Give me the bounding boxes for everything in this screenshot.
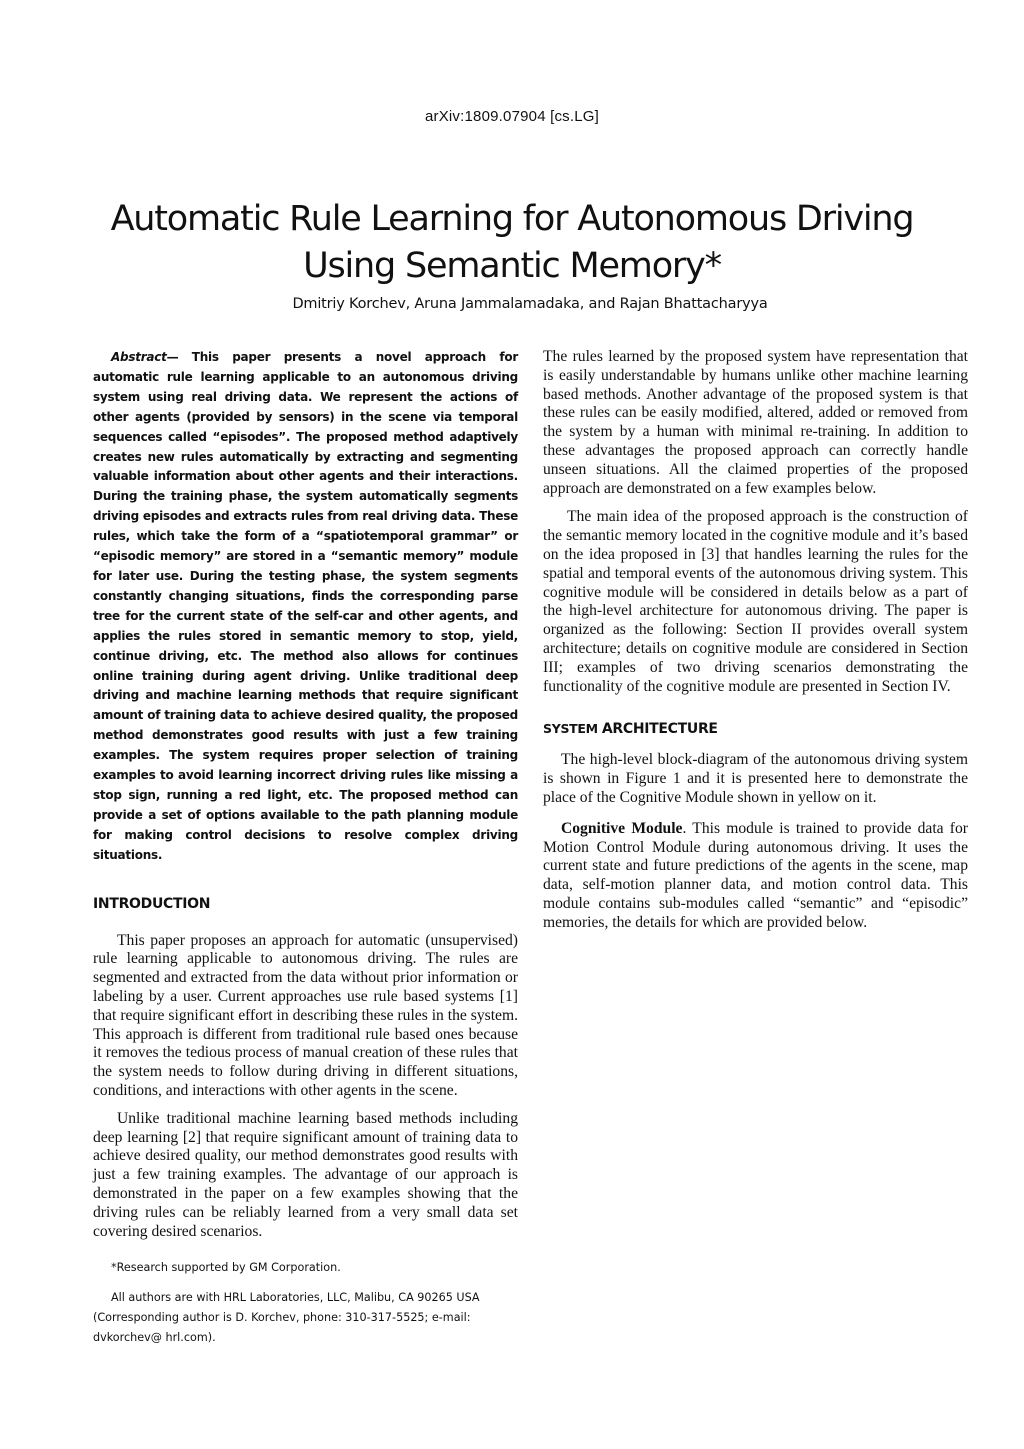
- arxiv-identifier: arXiv:1809.07904 [cs.LG]: [424, 108, 600, 125]
- left-column: [93, 348, 518, 1241]
- cognitive-module-term: Cognitive Module: [561, 819, 683, 837]
- paper-title: Automatic Rule Learning for Autonomous Driving Using Semantic Memory*: [110, 199, 914, 286]
- abstract-label: Abstract: [111, 350, 167, 364]
- right-paragraph-4: [543, 820, 968, 933]
- right-paragraph-2: The main idea of the proposed approach is the construction of the semantic memory located in the cognitive module and it’s based on the idea proposed in [3] that handles learning the rules for the spatial and temporal events of the autonomous driving system. This cognitive module will be considered in details below as a part of the high-level architecture for autonomous driving. The paper is organized as the following: Section II provides overall system architecture; details on cognitive module are considered in Section III; examples of two driving scenarios demonstrating the functionality of the cognitive module are presented in Section IV.: [543, 508, 968, 695]
- section-heading-introduction: INTRODUCTION: [93, 895, 211, 912]
- right-column: [543, 348, 968, 933]
- cognitive-module-text: . This module is trained to provide data for Motion Control Module during autonomous driving. It uses the current state and future predictions of the agents in the scene, map data, self-motion planner data, and motion control data. This module contains sub-modules called “semantic” and “episodic” memories, the details for which are provided below.: [543, 819, 968, 931]
- abstract-dash: —: [166, 350, 192, 364]
- heading-part-system: SYSTEM: [543, 721, 602, 737]
- footnotes: [93, 1258, 533, 1348]
- intro-paragraph-1: This paper proposes an approach for automatic (unsupervised) rule learning applicable to autonomous driving. The rules are segmented and extracted from the data without prior information or labeling by a user. Current approaches use rule based systems [1] that require significant effort in describing these rules in the system. This approach is different from traditional rule based ones because it removes the tedious process of manual creation of these rules that the system needs to follow during driving in different situations, conditions, and interactions with other agents in the scene.: [93, 931, 518, 1099]
- heading-part-architecture: ARCHITECTURE: [601, 721, 718, 738]
- abstract: [93, 348, 518, 866]
- right-paragraph-3: The high-level block-diagram of the autonomous driving system is shown in Figure 1 and it is presented here to demonstrate the place of the Cognitive Module shown in yellow on it.: [543, 751, 968, 806]
- footnote-affiliation: All authors are with HRL Laboratories, LLC, Malibu, CA 90265 USA (Corresponding author is D. Korchev, phone: 310-317-5525; e-mail: dvkorchev@ hrl.com).: [93, 1291, 480, 1344]
- right-paragraph-1: The rules learned by the proposed system have representation that is easily understandable by humans unlike other machine learning based methods. Another advantage of the proposed system is that these rules can be easily modified, altered, added or removed from the system by a human with minimal re-training. In addition to these advantages the proposed approach can correctly handle unseen situations. All the claimed properties of the proposed approach are demonstrated on a few examples below.: [543, 348, 968, 497]
- author-list: Dmitriy Korchev, Aruna Jammalamadaka, and Rajan Bhattacharyya: [292, 296, 768, 312]
- section-heading-system-architecture: [543, 721, 968, 737]
- abstract-text: This paper presents a novel approach for automatic rule learning applicable to an autonomous driving system using real driving data. We represent the actions of other agents (provided by sensors) in the scene via temporal sequences called “episodes”. The proposed method adaptively creates new rules automatically by extracting and segmenting valuable information about other agents and their interactions. During the training phase, the system automatically segments driving episodes and extracts rules from real driving data. These rules, which take the form of a “spatiotemporal grammar” or “episodic memory” are stored in a “semantic memory” module for later use. During the testing phase, the system segments constantly changing situations, finds the corresponding parse tree for the current state of the self-car and other agents, and applies the rules stored in semantic memory to stop, yield, continue driving, etc. The method also allows for continues online training during agent driving. Unlike traditional deep driving and machine learning methods that require significant amount of training data to achieve desired quality, the proposed method demonstrates good results with just a few training examples. The system requires proper selection of training examples to avoid learning incorrect driving rules like missing a stop sign, running a red light, etc. The proposed method can provide a set of options available to the path planning module for making control decisions to resolve complex driving situations.: [93, 350, 518, 862]
- intro-paragraph-2: Unlike traditional machine learning based methods including deep learning [2] that require significant amount of training data to achieve desired quality, our method demonstrates good results with just a few training examples. The advantage of our approach is demonstrated in the paper on a few examples showing that the driving rules can be reliably learned from a very small data set covering desired scenarios.: [93, 1109, 518, 1240]
- footnote-funding: *Research supported by GM Corporation.: [111, 1261, 341, 1274]
